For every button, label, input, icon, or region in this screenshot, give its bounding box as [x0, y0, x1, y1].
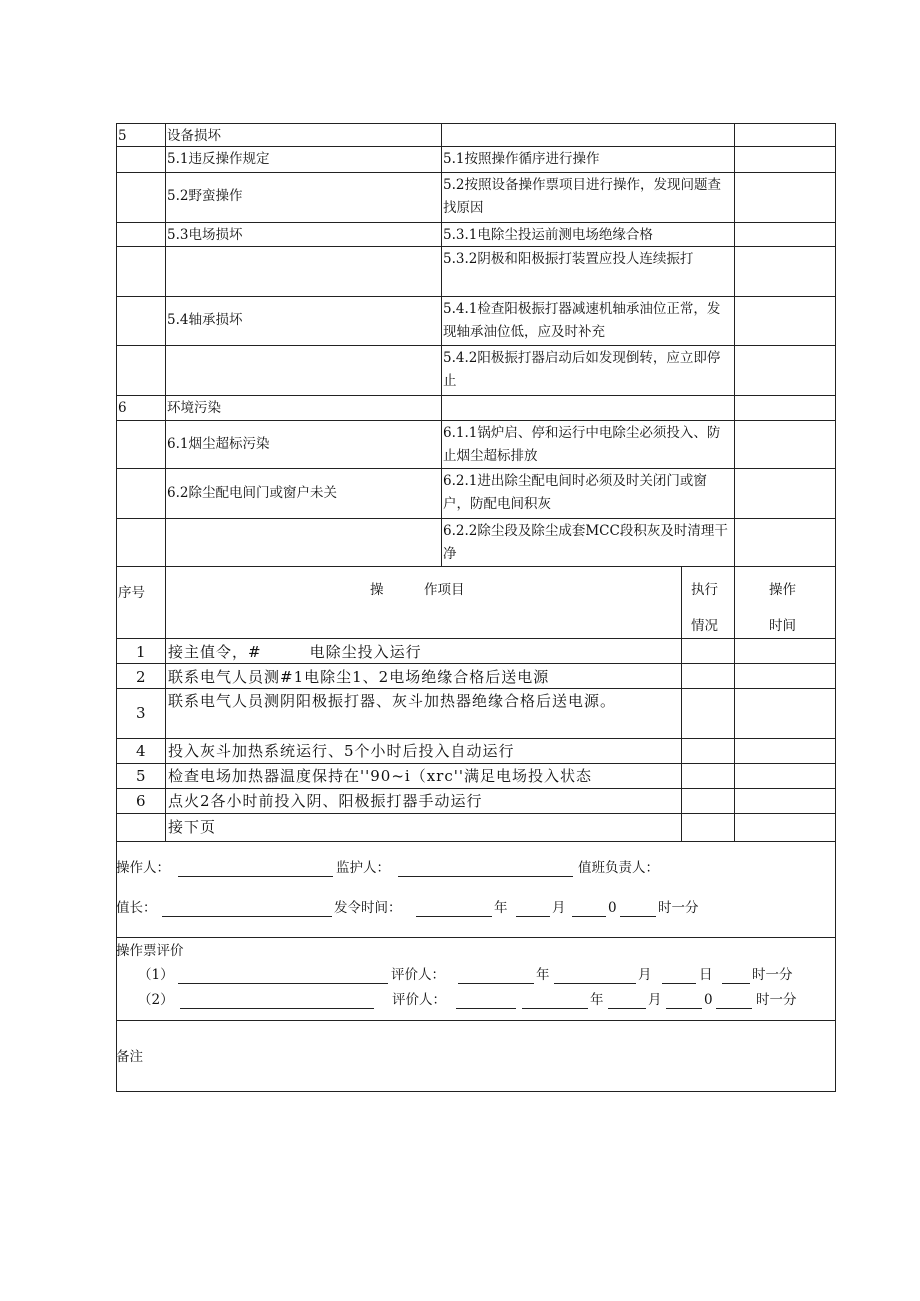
risk-row-measure: 5.3.1电除尘投运前测电场绝缘合格: [443, 227, 653, 243]
eval1-evaluator-label: 评价人：: [391, 967, 445, 983]
risk-row-hazard: 设备损坏: [167, 128, 221, 144]
op-row-item: 投入灰斗加热系统运行、5个小时后投入自动运行: [168, 742, 515, 760]
risk-row-no: 5: [118, 128, 127, 144]
eval1-hour-field[interactable]: [722, 970, 750, 984]
risk-row-measure: 5.2按照设备操作票项目进行操作，发现问题查找原因: [443, 177, 721, 216]
eval2-day-label: 0: [704, 992, 713, 1008]
eval2-day-field[interactable]: [666, 995, 702, 1009]
remarks-label: 备注: [116, 1049, 143, 1065]
op-row-item: 点火2各小时前投入阴、阳极振打器手动运行: [168, 792, 483, 810]
chief-field[interactable]: [162, 903, 332, 917]
eval1-year-label: 年: [536, 967, 550, 983]
eval1-day-label: 日: [699, 967, 713, 983]
eval1-field[interactable]: [178, 970, 388, 984]
risk-row-hazard: 环境污染: [167, 400, 221, 416]
eval2-year-field-b[interactable]: [522, 995, 588, 1009]
issue-hour-label: 时一分: [658, 900, 699, 916]
col-header-no: 序号: [118, 585, 145, 601]
risk-row-cause: 6.2除尘配电间门或窗户未关: [167, 485, 337, 501]
eval2-hour-field[interactable]: [716, 995, 752, 1009]
risk-row-measure: 5.4.1检查阳极振打器减速机轴承油位正常，发现轴承油位低，应及时补充: [443, 301, 721, 340]
op-row-no: 4: [136, 742, 147, 760]
eval2-index: （2）: [138, 992, 174, 1008]
risk-row-cause: 5.4轴承损坏: [167, 312, 243, 328]
operator-label: 操作人：: [116, 860, 170, 876]
issue-hour-field[interactable]: [620, 903, 656, 917]
risk-row-measure: 6.2.1进出除尘配电间时必须及时关闭门或窗户，防配电间积灰: [443, 473, 707, 512]
eval1-index: （1）: [138, 967, 174, 983]
evaluation-title: 操作票评价: [116, 943, 184, 959]
risk-row-cause: 6.1烟尘超标污染: [167, 436, 270, 452]
issue-year-label: 年: [494, 900, 508, 916]
op-row-item: 接主值令，# 电除尘投入运行: [168, 643, 422, 661]
operator-field[interactable]: [178, 863, 333, 877]
risk-row-measure: 6.1.1锅炉启、停和运行中电除尘必须投入、防止烟尘超标排放: [443, 425, 721, 464]
issue-day-label: 0: [608, 900, 617, 916]
eval1-month-label: 月: [638, 967, 652, 983]
issue-time-label: 发令时间：: [334, 900, 402, 916]
op-row-no: 3: [136, 704, 147, 722]
supervisor-field[interactable]: [398, 863, 573, 877]
issue-day-field[interactable]: [572, 903, 606, 917]
risk-row-cause: 5.1违反操作规定: [167, 151, 270, 167]
eval2-year-field-a[interactable]: [456, 995, 516, 1009]
op-row-no: 2: [136, 668, 147, 686]
risk-row-measure: 5.4.2阳极振打器启动后如发现倒转，应立即停止: [443, 350, 721, 389]
eval2-evaluator-label: 评价人：: [392, 992, 446, 1008]
eval2-hour-label: 时一分: [756, 992, 797, 1008]
op-row-no: 1: [136, 643, 147, 661]
risk-row-cause: 5.3电场损坏: [167, 227, 243, 243]
risk-row-measure: 6.2.2除尘段及除尘成套MCC段积灰及时清理干净: [443, 523, 728, 562]
risk-row-measure: 5.1按照操作循序进行操作: [443, 151, 600, 167]
issue-month-label: 月: [552, 900, 566, 916]
eval1-year-field[interactable]: [458, 970, 534, 984]
col-header-exec: 执行情况: [691, 582, 718, 634]
op-row-item: 检查电场加热器温度保持在''90~i（xrc''满足电场投入状态: [168, 767, 592, 785]
risk-row-no: 6: [118, 400, 127, 416]
issue-month-field[interactable]: [516, 903, 550, 917]
eval2-month-label: 月: [648, 992, 662, 1008]
eval2-month-field[interactable]: [608, 995, 646, 1009]
eval2-year-label: 年: [590, 992, 604, 1008]
eval2-field[interactable]: [180, 995, 374, 1009]
col-header-item: 操 作项目: [370, 582, 465, 598]
supervisor-label: 监护人：: [336, 860, 390, 876]
eval1-month-field[interactable]: [554, 970, 636, 984]
op-row-item: 接下页: [168, 818, 217, 836]
eval1-hour-label: 时一分: [752, 967, 793, 983]
eval1-day-field[interactable]: [662, 970, 696, 984]
risk-row-measure: 5.3.2阴极和阳极振打装置应投人连续振打: [443, 251, 694, 267]
risk-row-cause: 5.2野蛮操作: [167, 188, 243, 204]
op-row-item: 联系电气人员测阴阳极振打器、灰斗加热器绝缘合格后送电源。: [168, 692, 617, 710]
op-row-no: 6: [136, 792, 147, 810]
chief-label: 值长：: [116, 900, 157, 916]
op-row-no: 5: [136, 767, 147, 785]
op-row-item: 联系电气人员测#1电除尘1、2电场绝缘合格后送电源: [168, 668, 550, 686]
issue-year-field[interactable]: [416, 903, 492, 917]
shift-lead-label: 值班负责人：: [578, 860, 659, 876]
col-header-time: 操作时间: [769, 582, 796, 634]
